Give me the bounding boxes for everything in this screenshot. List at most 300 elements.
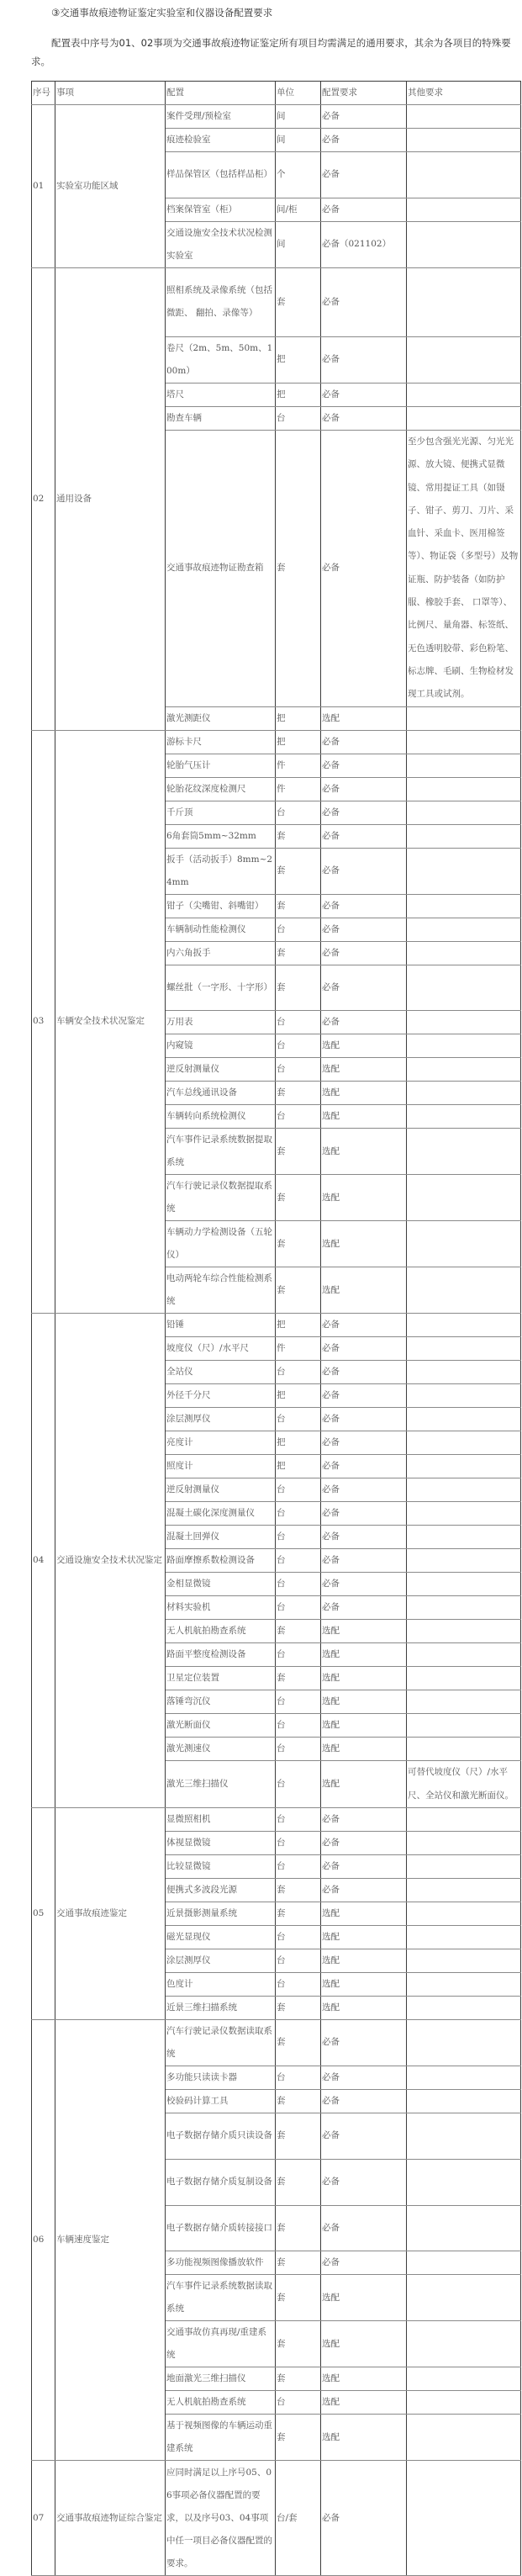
cell-other [407, 221, 521, 267]
cell-requirement: 必备 [321, 2205, 407, 2251]
cell-config: 案件受理/预检室 [166, 105, 276, 129]
cell-config: 近景摄影测量系统 [166, 1902, 276, 1925]
cell-unit: 台 [276, 1925, 321, 1949]
cell-other [407, 1455, 521, 1478]
table-row [32, 105, 521, 129]
cell-unit: 台 [276, 1643, 321, 1667]
cell-config: 激光测距仪 [166, 706, 276, 730]
cell-other [407, 1996, 521, 2019]
cell-requirement: 选配 [321, 2391, 407, 2415]
cell-config: 千斤顶 [166, 801, 276, 824]
header-unit: 单位 [276, 82, 321, 105]
cell-requirement: 选配 [321, 1690, 407, 1714]
cell-config: 塔尺 [166, 383, 276, 406]
cell-config: 亮度计 [166, 1431, 276, 1455]
cell-unit: 套 [276, 1221, 321, 1267]
cell-other [407, 105, 521, 129]
cell-config: 多功能视频图像播放软件 [166, 2251, 276, 2275]
cell-other [407, 2461, 521, 2576]
cell-other [407, 1314, 521, 1337]
cell-other [407, 2019, 521, 2066]
cell-other [407, 129, 521, 152]
cell-unit: 把 [276, 336, 321, 383]
cell-other [407, 1738, 521, 1761]
cell-config: 勘查车辆 [166, 406, 276, 430]
cell-requirement: 必备 [321, 801, 407, 824]
cell-config: 体视显微镜 [166, 1831, 276, 1854]
cell-item: 实验室功能区域 [55, 105, 166, 268]
cell-config: 轮胎花纹深度检测尺 [166, 777, 276, 801]
cell-other [407, 1175, 521, 1221]
cell-config: 内窥镜 [166, 1034, 276, 1058]
cell-config: 车辆制动性能检测仪 [166, 918, 276, 941]
cell-config: 混凝土回弹仪 [166, 1526, 276, 1549]
cell-requirement: 必备 [321, 406, 407, 430]
cell-other [407, 2066, 521, 2089]
cell-other [407, 706, 521, 730]
cell-other [407, 1972, 521, 1996]
cell-unit: 台 [276, 2391, 321, 2415]
cell-other [407, 2159, 521, 2205]
cell-requirement: 选配 [321, 1667, 407, 1690]
cell-seq: 01 [32, 105, 55, 268]
cell-requirement: 必备 [321, 430, 407, 706]
cell-config: 照相系统及录像系统（包括微距、 翻拍、录像等） [166, 267, 276, 336]
table-row [32, 2019, 521, 2066]
cell-config: 卷尺（2m、5m、50m、100m） [166, 336, 276, 383]
cell-unit: 台 [276, 406, 321, 430]
cell-requirement: 选配 [321, 1949, 407, 1972]
cell-other [407, 1667, 521, 1690]
cell-other [407, 1902, 521, 1925]
cell-other [407, 1384, 521, 1408]
cell-other [407, 1878, 521, 1902]
cell-other [407, 2113, 521, 2159]
cell-requirement: 必备 [321, 848, 407, 894]
table-row [32, 267, 521, 336]
cell-config: 外径千分尺 [166, 1384, 276, 1408]
cell-config: 逆反射测量仪 [166, 1058, 276, 1082]
cell-requirement: 必备 [321, 1831, 407, 1854]
cell-requirement: 必备 [321, 1573, 407, 1596]
cell-requirement: 选配 [321, 1996, 407, 2019]
cell-requirement: 选配 [321, 1058, 407, 1082]
cell-requirement: 必备（021102） [321, 221, 407, 267]
cell-unit: 台 [276, 1361, 321, 1384]
cell-unit: 套 [276, 2205, 321, 2251]
cell-other [407, 1478, 521, 1502]
cell-requirement: 必备 [321, 1384, 407, 1408]
cell-unit: 把 [276, 1384, 321, 1408]
cell-requirement: 必备 [321, 1478, 407, 1502]
cell-other [407, 267, 521, 336]
cell-other [407, 2275, 521, 2321]
config-table [31, 81, 521, 2576]
cell-other [407, 1925, 521, 1949]
cell-item: 交通设施安全技术状况鉴定 [55, 1314, 166, 1808]
cell-unit: 台 [276, 1949, 321, 1972]
cell-item: 交通事故痕迹物证综合鉴定 [55, 2461, 166, 2576]
cell-config: 轮胎气压计 [166, 754, 276, 777]
cell-other [407, 2205, 521, 2251]
cell-unit: 间 [276, 129, 321, 152]
cell-requirement: 必备 [321, 1408, 407, 1431]
cell-seq: 07 [32, 2461, 55, 2576]
cell-requirement: 选配 [321, 1082, 407, 1105]
cell-requirement: 必备 [321, 1337, 407, 1361]
cell-config: 坡度仪（尺）/水平尺 [166, 1337, 276, 1361]
cell-config: 基于视频图像的车辆运动重建系统 [166, 2415, 276, 2461]
cell-other [407, 2251, 521, 2275]
cell-other [407, 1221, 521, 1267]
cell-unit: 把 [276, 706, 321, 730]
cell-config: 磁光显现仪 [166, 1925, 276, 1949]
cell-requirement: 必备 [321, 1314, 407, 1337]
cell-unit: 套 [276, 2275, 321, 2321]
header-other: 其他要求 [407, 82, 521, 105]
cell-requirement: 必备 [321, 336, 407, 383]
cell-config: 样品保管区（包括样品柜） [166, 152, 276, 198]
cell-unit: 把 [276, 1455, 321, 1478]
cell-config: 档案保管室（柜） [166, 198, 276, 221]
cell-requirement: 选配 [321, 1925, 407, 1949]
cell-other [407, 1431, 521, 1455]
cell-unit: 台 [276, 1549, 321, 1573]
cell-unit: 台 [276, 1807, 321, 1831]
cell-requirement: 必备 [321, 152, 407, 198]
cell-config: 便携式多波段光源 [166, 1878, 276, 1902]
cell-config: 交通设施安全技术状况检测实验室 [166, 221, 276, 267]
cell-unit: 套 [276, 1267, 321, 1314]
cell-other [407, 1690, 521, 1714]
cell-requirement: 必备 [321, 1526, 407, 1549]
cell-other [407, 383, 521, 406]
cell-other [407, 2415, 521, 2461]
cell-requirement: 必备 [321, 2251, 407, 2275]
cell-config: 汽车事件记录系统数据提取系统 [166, 1129, 276, 1175]
cell-unit: 台/套 [276, 2461, 321, 2576]
cell-config: 扳手（活动扳手）8mm~24mm [166, 848, 276, 894]
cell-unit: 台 [276, 1105, 321, 1129]
cell-other [407, 2321, 521, 2367]
cell-config: 无人机航拍勘查系统 [166, 2391, 276, 2415]
cell-other [407, 1502, 521, 1526]
cell-config: 汽车行驶记录仪数据读取系统 [166, 2019, 276, 2066]
cell-config: 电动两轮车综合性能检测系统 [166, 1267, 276, 1314]
cell-other [407, 1573, 521, 1596]
cell-config: 电子数据存储介质转接接口 [166, 2205, 276, 2251]
cell-unit: 套 [276, 2089, 321, 2113]
cell-config: 螺丝批（一字形、十字形） [166, 965, 276, 1011]
cell-unit: 台 [276, 1972, 321, 1996]
cell-requirement: 必备 [321, 1361, 407, 1384]
cell-requirement: 必备 [321, 2113, 407, 2159]
cell-unit: 间/柜 [276, 198, 321, 221]
cell-requirement: 必备 [321, 267, 407, 336]
cell-requirement: 必备 [321, 2019, 407, 2066]
cell-unit: 台 [276, 1761, 321, 1808]
cell-seq: 05 [32, 1807, 55, 2019]
cell-other [407, 824, 521, 848]
cell-config: 涂层测厚仪 [166, 1949, 276, 1972]
header-requirement: 配置要求 [321, 82, 407, 105]
cell-requirement: 必备 [321, 1455, 407, 1478]
cell-unit: 台 [276, 2066, 321, 2089]
cell-unit: 台 [276, 1408, 321, 1431]
cell-requirement: 必备 [321, 1549, 407, 1573]
cell-requirement: 必备 [321, 918, 407, 941]
cell-unit: 套 [276, 941, 321, 965]
cell-other [407, 406, 521, 430]
cell-requirement: 必备 [321, 965, 407, 1011]
cell-unit: 台 [276, 1478, 321, 1502]
cell-requirement: 必备 [321, 1854, 407, 1878]
cell-config: 色度计 [166, 1972, 276, 1996]
cell-other [407, 1105, 521, 1129]
cell-config: 显微照相机 [166, 1807, 276, 1831]
cell-other [407, 918, 521, 941]
cell-other [407, 1620, 521, 1643]
cell-unit: 套 [276, 1129, 321, 1175]
cell-requirement: 选配 [321, 2367, 407, 2391]
cell-other [407, 1549, 521, 1573]
cell-unit: 件 [276, 777, 321, 801]
cell-requirement: 必备 [321, 1878, 407, 1902]
cell-item: 通用设备 [55, 267, 166, 730]
cell-other [407, 1337, 521, 1361]
cell-requirement: 必备 [321, 1011, 407, 1034]
cell-unit: 台 [276, 918, 321, 941]
cell-config: 内六角扳手 [166, 941, 276, 965]
cell-config: 交通事故仿真再现/重建系统 [166, 2321, 276, 2367]
section-heading: ③交通事故痕迹物证鉴定实验室和仪器设备配置要求 [51, 7, 273, 19]
cell-other [407, 777, 521, 801]
cell-other [407, 941, 521, 965]
cell-unit: 套 [276, 430, 321, 706]
cell-requirement: 选配 [321, 1761, 407, 1808]
cell-requirement: 必备 [321, 198, 407, 221]
cell-config: 落锤弯沉仪 [166, 1690, 276, 1714]
cell-requirement: 必备 [321, 1431, 407, 1455]
cell-requirement: 必备 [321, 129, 407, 152]
cell-requirement: 必备 [321, 777, 407, 801]
cell-config: 路面摩擦系数检测设备 [166, 1549, 276, 1573]
cell-unit: 台 [276, 1596, 321, 1620]
cell-config: 比较显微镜 [166, 1854, 276, 1878]
cell-requirement: 必备 [321, 2066, 407, 2089]
cell-requirement: 必备 [321, 1807, 407, 1831]
cell-other [407, 1034, 521, 1058]
table-row [32, 2461, 521, 2576]
cell-unit: 台 [276, 1573, 321, 1596]
cell-config: 万用表 [166, 1011, 276, 1034]
cell-config: 汽车事件记录系统数据读取系统 [166, 2275, 276, 2321]
cell-requirement: 必备 [321, 383, 407, 406]
cell-config: 涂层测厚仪 [166, 1408, 276, 1431]
cell-other [407, 894, 521, 918]
cell-unit: 台 [276, 1058, 321, 1082]
cell-requirement: 选配 [321, 1129, 407, 1175]
cell-config: 车辆动力学检测设备（五轮仪） [166, 1221, 276, 1267]
cell-config: 车辆转向系统检测仪 [166, 1105, 276, 1129]
cell-requirement: 必备 [321, 941, 407, 965]
cell-requirement: 必备 [321, 894, 407, 918]
cell-requirement: 选配 [321, 1714, 407, 1738]
cell-unit: 套 [276, 2159, 321, 2205]
cell-config: 应同时满足以上序号05、06事项必备仪器配置的要求，以及序号03、04事项中任一项目必备仪器配置的要求。 [166, 2461, 276, 2576]
cell-config: 逆反射测量仪 [166, 1478, 276, 1502]
cell-unit: 台 [276, 1526, 321, 1549]
cell-seq: 03 [32, 730, 55, 1314]
cell-other [407, 198, 521, 221]
cell-other [407, 1011, 521, 1034]
cell-requirement: 选配 [321, 1267, 407, 1314]
cell-other [407, 1361, 521, 1384]
cell-item: 交通事故痕迹鉴定 [55, 1807, 166, 2019]
cell-config: 金相显微镜 [166, 1573, 276, 1596]
cell-unit: 间 [276, 105, 321, 129]
cell-other [407, 965, 521, 1011]
cell-unit: 套 [276, 1902, 321, 1925]
cell-unit: 套 [276, 1620, 321, 1643]
cell-unit: 个 [276, 152, 321, 198]
cell-unit: 套 [276, 848, 321, 894]
cell-config: 汽车行驶记录仪数据提取系统 [166, 1175, 276, 1221]
cell-requirement: 必备 [321, 754, 407, 777]
cell-other: 至少包含强光光源、匀光光源、放大镜、便携式显微镜、常用提证工具（如镊子、钳子、剪刀、刀片、采血针、采血卡、医用棉签等）、物证袋（多型号）及物证瓶、防护装备（如防护服、橡胶手套、 口罩等）、比例尺、量角器、标签纸、无色透明胶带、彩色粉笔、标志牌、毛刷、生物检材发现工具或试剂。 [407, 430, 521, 706]
cell-unit: 件 [276, 754, 321, 777]
cell-unit: 台 [276, 1831, 321, 1854]
cell-unit: 台 [276, 1502, 321, 1526]
cell-unit: 套 [276, 824, 321, 848]
cell-requirement: 必备 [321, 2159, 407, 2205]
cell-other [407, 1058, 521, 1082]
cell-config: 地面激光三维扫描仪 [166, 2367, 276, 2391]
cell-other [407, 1129, 521, 1175]
cell-config: 校验码计算工具 [166, 2089, 276, 2113]
cell-requirement: 必备 [321, 824, 407, 848]
cell-other [407, 1807, 521, 1831]
cell-requirement: 必备 [321, 2089, 407, 2113]
cell-unit: 台 [276, 1034, 321, 1058]
cell-requirement: 选配 [321, 706, 407, 730]
cell-config: 照度计 [166, 1455, 276, 1478]
cell-other [407, 1408, 521, 1431]
cell-requirement: 必备 [321, 1596, 407, 1620]
cell-requirement: 选配 [321, 1643, 407, 1667]
cell-unit: 台 [276, 1690, 321, 1714]
cell-unit: 套 [276, 2367, 321, 2391]
cell-config: 激光测速仪 [166, 1738, 276, 1761]
header-seq: 序号 [32, 82, 55, 105]
cell-config: 无人机航拍勘查系统 [166, 1620, 276, 1643]
cell-other [407, 754, 521, 777]
cell-unit: 台 [276, 801, 321, 824]
header-config: 配置 [166, 82, 276, 105]
cell-other [407, 730, 521, 754]
cell-config: 卫星定位装置 [166, 1667, 276, 1690]
cell-unit: 间 [276, 221, 321, 267]
cell-other [407, 152, 521, 198]
cell-config: 交通事故痕迹物证勘查箱 [166, 430, 276, 706]
cell-config: 电子数据存储介质复制设备 [166, 2159, 276, 2205]
cell-unit: 把 [276, 1314, 321, 1337]
cell-other [407, 2089, 521, 2113]
cell-seq: 04 [32, 1314, 55, 1808]
cell-unit: 套 [276, 1082, 321, 1105]
cell-other: 可替代坡度仪（尺）/水平尺、全站仪和激光断面仪。 [407, 1761, 521, 1808]
cell-other [407, 1831, 521, 1854]
cell-unit: 套 [276, 2415, 321, 2461]
cell-config: 材料实验机 [166, 1596, 276, 1620]
cell-requirement: 选配 [321, 1620, 407, 1643]
cell-requirement: 选配 [321, 1902, 407, 1925]
cell-requirement: 选配 [321, 2321, 407, 2367]
cell-seq: 06 [32, 2019, 55, 2460]
header-item: 事项 [55, 82, 166, 105]
cell-requirement: 选配 [321, 1175, 407, 1221]
cell-other [407, 1267, 521, 1314]
table-row [32, 1314, 521, 1337]
cell-unit: 套 [276, 2113, 321, 2159]
cell-requirement: 选配 [321, 1034, 407, 1058]
cell-config: 汽车总线通讯设备 [166, 1082, 276, 1105]
cell-unit: 套 [276, 267, 321, 336]
cell-unit: 台 [276, 1738, 321, 1761]
cell-other [407, 848, 521, 894]
cell-config: 近景三维扫描系统 [166, 1996, 276, 2019]
cell-unit: 件 [276, 1337, 321, 1361]
cell-config: 痕迹检验室 [166, 129, 276, 152]
cell-unit: 套 [276, 2019, 321, 2066]
cell-requirement: 选配 [321, 1738, 407, 1761]
cell-requirement: 选配 [321, 1972, 407, 1996]
cell-unit: 把 [276, 730, 321, 754]
cell-config: 铅锤 [166, 1314, 276, 1337]
cell-unit: 套 [276, 2251, 321, 2275]
cell-unit: 套 [276, 965, 321, 1011]
cell-unit: 套 [276, 1878, 321, 1902]
cell-requirement: 必备 [321, 2461, 407, 2576]
cell-unit: 台 [276, 1011, 321, 1034]
cell-other [407, 1082, 521, 1105]
cell-config: 游标卡尺 [166, 730, 276, 754]
table-row [32, 1807, 521, 1831]
cell-unit: 套 [276, 1996, 321, 2019]
cell-config: 混凝土碳化深度测量仪 [166, 1502, 276, 1526]
cell-other [407, 1526, 521, 1549]
cell-other [407, 1596, 521, 1620]
cell-config: 钳子（尖嘴钳、斜嘴钳） [166, 894, 276, 918]
cell-requirement: 选配 [321, 2415, 407, 2461]
cell-other [407, 1854, 521, 1878]
cell-other [407, 1643, 521, 1667]
cell-config: 路面平整度检测设备 [166, 1643, 276, 1667]
cell-requirement: 必备 [321, 1502, 407, 1526]
cell-other [407, 2367, 521, 2391]
cell-other [407, 1714, 521, 1738]
cell-config: 激光断面仪 [166, 1714, 276, 1738]
table-row [32, 730, 521, 754]
table-header-row [32, 82, 521, 105]
cell-requirement: 选配 [321, 1105, 407, 1129]
cell-requirement: 必备 [321, 105, 407, 129]
cell-config: 多功能只读读卡器 [166, 2066, 276, 2089]
cell-item: 车辆速度鉴定 [55, 2019, 166, 2460]
cell-requirement: 选配 [321, 1221, 407, 1267]
table-body [32, 105, 521, 2576]
cell-config: 电子数据存储介质只读设备 [166, 2113, 276, 2159]
